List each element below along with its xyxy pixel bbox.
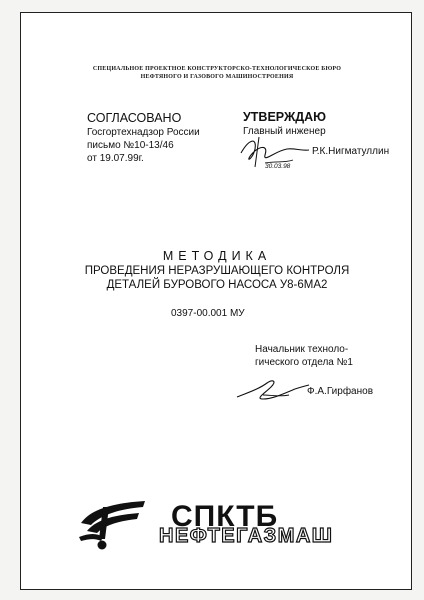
agreed-block: [87, 111, 200, 165]
approve-position: Главный инженер: [243, 126, 326, 137]
department-head-signature: [233, 371, 313, 405]
agreed-date: от 19.07.99г.: [87, 153, 144, 164]
title-line-1: ПРОВЕДЕНИЯ НЕРАЗРУШАЮЩЕГО КОНТРОЛЯ: [84, 265, 350, 277]
department-head-block: [255, 343, 353, 369]
agreed-authority: Госгортехнадзор России: [87, 127, 200, 138]
approve-heading: УТВЕРЖДАЮ: [243, 110, 327, 124]
approval-date: 30.03.98: [265, 163, 291, 170]
department-head-line-1: Начальник техноло-: [255, 344, 349, 355]
document-title: [21, 249, 413, 292]
document-code: 0397-00.001 МУ: [171, 308, 245, 319]
agreed-letter: письмо №10-13/46: [87, 140, 174, 151]
company-logo-icon: [73, 493, 151, 553]
department-head-name: Ф.А.Гирфанов: [307, 386, 374, 397]
chief-engineer-name: Р.К.Нигматуллин: [312, 146, 390, 157]
department-head-line-2: гического отдела №1: [255, 357, 353, 368]
brand-subtitle: НЕФТЕГАЗМАШ: [159, 525, 334, 547]
document-sheet: [20, 12, 412, 590]
org-line-1: СПЕЦИАЛЬНОЕ ПРОЕКТНОЕ КОНСТРУКТОРСКО-ТЕХНОЛОГИЧЕСКОЕ БЮРО: [92, 66, 342, 72]
title-line-2: ДЕТАЛЕЙ БУРОВОГО НАСОСА У8-6МА2: [106, 279, 328, 291]
brand-name: СПКТБ: [171, 500, 279, 533]
org-line-2: НЕФТЯНОГО И ГАЗОВОГО МАШИНОСТРОЕНИЯ: [140, 74, 294, 80]
agreed-heading: СОГЛАСОВАНО: [87, 111, 182, 125]
title-main: МЕТОДИКА: [162, 249, 272, 263]
organization-header: [21, 65, 413, 81]
